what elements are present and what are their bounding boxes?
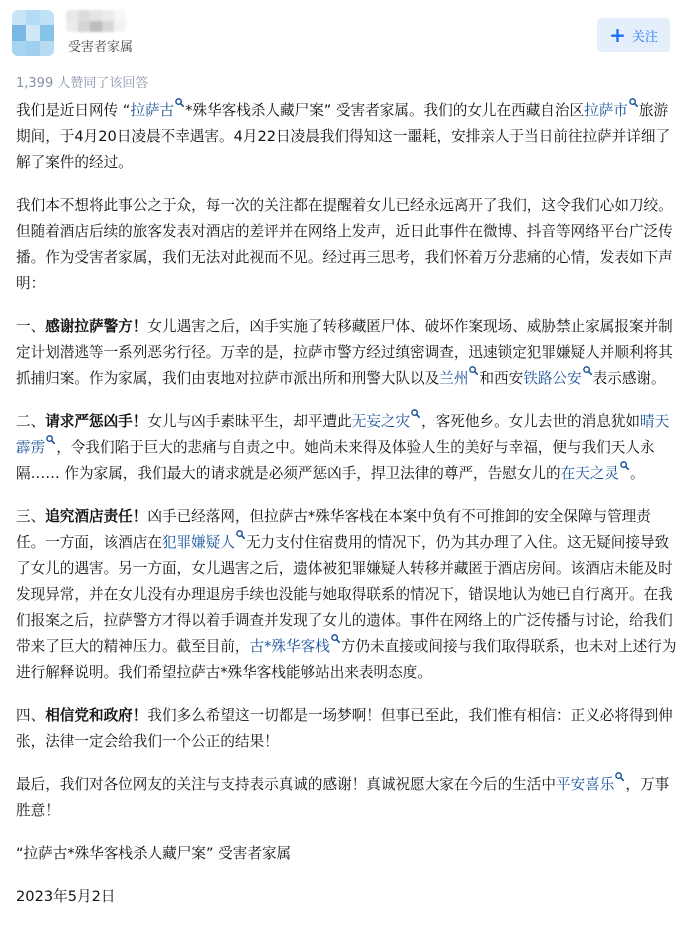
name-blur-pixel [78, 10, 90, 21]
plus-icon: + [609, 23, 626, 47]
signature: “拉萨古*殊华客栈杀人藏尸案” 受害者家属 [16, 845, 292, 862]
paragraph-point-3 [16, 504, 678, 686]
name-blur-pixel [114, 10, 126, 21]
avatar[interactable] [12, 10, 54, 56]
section-heading: 感谢拉萨警方！ [45, 318, 148, 335]
avatar-pixel [26, 25, 40, 40]
answer-content [16, 98, 678, 927]
name-blur-pixel [66, 10, 78, 21]
text-segment: 四、 [16, 707, 46, 724]
vote-summary: 1,399 人赞同了该回答 [16, 76, 149, 91]
name-blur-pixel [114, 21, 126, 32]
search-icon[interactable] [469, 366, 478, 375]
text-segment: 。 [630, 465, 645, 482]
text-segment: *殊华客栈杀人藏尸案” 受害者家属。我们的女儿在西藏自治区 [185, 102, 585, 119]
paragraph-closing [16, 772, 678, 824]
text-segment: 女儿与凶手素昧平生，却平遭此 [147, 413, 352, 430]
date: 2023年5月2日 [16, 888, 116, 905]
section-heading: 相信党和政府！ [45, 707, 148, 724]
follow-button[interactable] [597, 18, 670, 52]
author-name-blurred[interactable] [66, 10, 126, 32]
paragraph-intro [16, 98, 678, 176]
keyword-link[interactable]: 晴天霹雳 [16, 413, 670, 456]
name-blur-pixel [90, 21, 102, 32]
text-segment: 方仍未直接或间接与我们取得联系，也未对上述行为进行解释说明。我们希望拉萨古*殊华客栈能够站出来表明态度。 [16, 638, 677, 681]
search-icon[interactable] [629, 98, 638, 107]
keyword-link[interactable]: 兰州 [439, 370, 469, 387]
keyword-link[interactable]: 铁路公安 [523, 370, 582, 387]
avatar-pixel [26, 10, 40, 25]
avatar-pixel [26, 41, 40, 56]
text-segment: 无力支付住宿费用的情况下，仍为其办理了入住。这无疑间接导致了女儿的遇害。另一方面，女儿遇害之后，遗体被犯罪嫌疑人转移并藏匿于酒店房间。该酒店未能及时发现异常，并在女儿没有办理退房手续也没能与她取得联系的情况下，错误地认为她已自行离开。在我们报案之后，拉萨警方才得以着手调查并发现了女儿的遗体。事件在网络上的广泛传播与讨论，给我们带来了巨大的精神压力。截至目前， [16, 534, 673, 655]
text-segment: 三、 [16, 508, 46, 525]
section-heading: 请求严惩凶手！ [45, 413, 148, 430]
text-segment: 我们本不想将此事公之于众，每一次的关注都在提醒着女儿已经永远离开了我们，这令我们心如刀绞。但随着酒店后续的旅客发表对酒店的差评并在网络上发声，近日此事件在微博、抖音等网络平台广泛传播。作为受害者家属，我们无法对此视而不见。经过再三思考，我们怀着万分悲痛的心情，发表如下声明： [16, 197, 673, 292]
avatar-pixel [40, 25, 54, 40]
avatar-pixel [40, 41, 54, 56]
text-segment: 凶手已经落网，但拉萨古*殊华客栈在本案中负有不可推卸的安全保障与管理责任。一方面，该酒店在 [16, 508, 651, 551]
author-headline: 受害者家属 [68, 40, 134, 55]
search-icon[interactable] [583, 366, 592, 375]
text-segment: 最后，我们对各位网友的关注与支持表示真诚的感谢！真诚祝愿大家在今后的生活中 [16, 776, 556, 793]
text-segment: 二、 [16, 413, 46, 430]
text-segment: ，客死他乡。女儿去世的消息犹如 [421, 413, 641, 430]
search-icon[interactable] [46, 435, 55, 444]
name-blur-pixel [102, 21, 114, 32]
keyword-link[interactable]: 拉萨古 [130, 102, 175, 119]
answer-header [0, 0, 690, 70]
search-icon[interactable] [331, 634, 340, 643]
keyword-link[interactable]: 平安喜乐 [555, 776, 615, 793]
keyword-link[interactable]: 无妄之灾 [351, 413, 411, 430]
avatar-pixel [12, 41, 26, 56]
paragraph-context [16, 193, 678, 297]
paragraph-point-2 [16, 409, 678, 487]
text-segment: 一、 [16, 318, 46, 335]
name-blur-pixel [66, 21, 78, 32]
avatar-pixel [12, 25, 26, 40]
name-blur-pixel [102, 10, 114, 21]
keyword-link[interactable]: 在天之灵 [560, 465, 620, 482]
text-segment: 旅游期间，于4月20日凌晨不幸遇害。4月22日凌晨我们得知这一噩耗，安排亲人于当日前往拉萨并详细了解了案件的经过。 [16, 102, 671, 171]
keyword-link[interactable]: 犯罪嫌疑人 [161, 534, 235, 551]
text-segment: 和西安 [479, 370, 524, 387]
name-blur-pixel [90, 10, 102, 21]
name-blur-pixel [78, 21, 90, 32]
search-icon[interactable] [615, 772, 624, 781]
section-heading: 追究酒店责任！ [45, 508, 148, 525]
text-segment: 表示感谢。 [592, 370, 666, 387]
paragraph-point-1 [16, 314, 678, 392]
avatar-pixel [12, 10, 26, 25]
paragraph-point-4 [16, 703, 678, 755]
search-icon[interactable] [236, 530, 245, 539]
keyword-link[interactable]: 古*殊华客栈 [249, 638, 330, 655]
search-icon[interactable] [620, 461, 629, 470]
avatar-pixel [40, 10, 54, 25]
search-icon[interactable] [175, 98, 184, 107]
search-icon[interactable] [411, 409, 420, 418]
text-segment: ，万事胜意！ [16, 776, 670, 819]
follow-button-label: 关注 [631, 29, 658, 45]
text-segment: 女儿遇害之后，凶手实施了转移藏匿尸体、破坏作案现场、威胁禁止家属报案并制定计划潜逃等一系列恶劣行径。万幸的是，拉萨市警方经过缜密调查，迅速锁定犯罪嫌疑人并顺利将其抓捕归案。作为家属，我们由衷地对拉萨市派出所和刑警大队以及 [16, 318, 673, 387]
text-segment: ，令我们陷于巨大的悲痛与自责之中。她尚未来得及体验人生的美好与幸福，便与我们天人永隔…… 作为家属，我们最大的请求就是必须严惩凶手，捍卫法律的尊严，告慰女儿的 [16, 439, 655, 482]
text-segment: 我们是近日网传 “ [16, 102, 131, 119]
text-segment: 我们多么希望这一切都是一场梦啊！但事已至此，我们惟有相信：正义必将得到伸张，法律一定会给我们一个公正的结果！ [16, 707, 673, 750]
keyword-link[interactable]: 拉萨市 [584, 102, 628, 119]
